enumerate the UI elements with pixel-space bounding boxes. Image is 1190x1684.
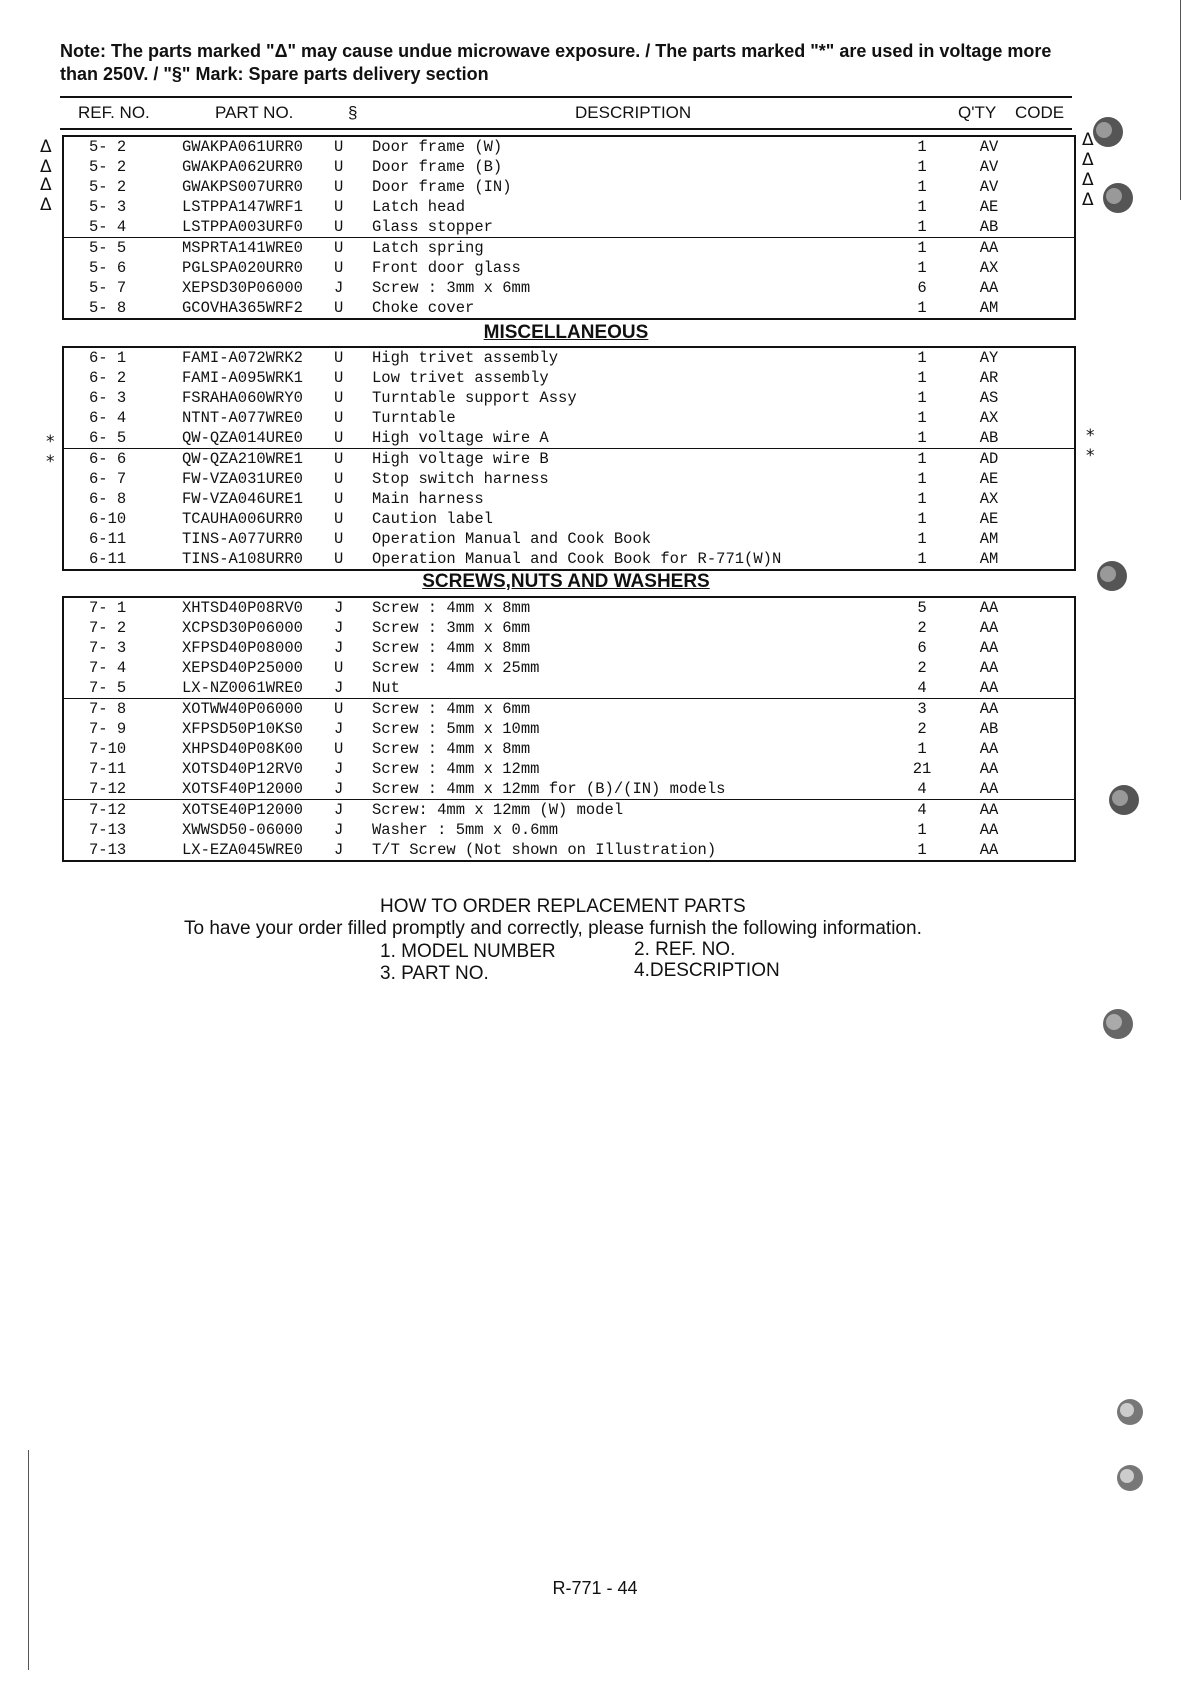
table-row bbox=[64, 449, 1074, 469]
price-code: AV bbox=[979, 138, 999, 156]
description: Screw : 3mm x 6mm bbox=[372, 619, 531, 637]
ref-no: 5- 2 bbox=[89, 158, 127, 176]
price-code: AD bbox=[979, 450, 999, 468]
ref-no: 6- 6 bbox=[89, 450, 127, 468]
table-row bbox=[64, 217, 1074, 238]
table-row bbox=[64, 759, 1074, 779]
ref-no: 7-12 bbox=[89, 780, 127, 798]
description: Choke cover bbox=[372, 299, 475, 317]
delta-mark: Δ bbox=[1082, 150, 1094, 170]
table-row bbox=[64, 529, 1074, 549]
table-row bbox=[64, 779, 1074, 800]
section-mark: J bbox=[334, 801, 344, 819]
punch-hole-icon bbox=[1112, 1460, 1148, 1496]
part-no: XOTSF40P12000 bbox=[182, 780, 303, 798]
qty: 1 bbox=[917, 821, 927, 839]
qty: 1 bbox=[917, 841, 927, 859]
delta-mark: Δ bbox=[1082, 190, 1094, 210]
part-no: FW-VZA031URE0 bbox=[182, 470, 303, 488]
part-no: XEPSD40P25000 bbox=[182, 659, 303, 677]
section-mark: U bbox=[334, 218, 344, 236]
star-mark: * bbox=[1086, 446, 1095, 466]
part-no: LSTPPA147WRF1 bbox=[182, 198, 303, 216]
table-row bbox=[64, 638, 1074, 658]
delta-mark: Δ bbox=[1082, 130, 1094, 150]
price-code: AA bbox=[979, 780, 999, 798]
section-mark: U bbox=[334, 409, 344, 427]
ref-no: 6- 4 bbox=[89, 409, 127, 427]
table-row bbox=[64, 489, 1074, 509]
ref-no: 6- 7 bbox=[89, 470, 127, 488]
scan-edge-line bbox=[28, 1450, 29, 1670]
qty: 1 bbox=[917, 198, 927, 216]
screws-table bbox=[62, 596, 1076, 862]
qty: 1 bbox=[917, 158, 927, 176]
description: Screw : 4mm x 25mm bbox=[372, 659, 540, 677]
qty: 1 bbox=[917, 429, 927, 447]
qty: 1 bbox=[917, 138, 927, 156]
price-code: AX bbox=[979, 490, 999, 508]
table-row bbox=[64, 719, 1074, 739]
part-no: LSTPPA003URF0 bbox=[182, 218, 303, 236]
ref-no: 7-13 bbox=[89, 821, 127, 839]
description: Front door glass bbox=[372, 259, 521, 277]
ref-no: 5- 3 bbox=[89, 198, 127, 216]
description: Screw : 5mm x 10mm bbox=[372, 720, 540, 738]
table-row bbox=[64, 137, 1074, 157]
punch-hole-icon bbox=[1098, 178, 1138, 218]
section-mark: U bbox=[334, 239, 344, 257]
order-item-description: 4.DESCRIPTION bbox=[634, 960, 780, 981]
description: Operation Manual and Cook Book bbox=[372, 530, 652, 548]
section-mark: J bbox=[334, 841, 344, 859]
star-mark: * bbox=[46, 452, 55, 472]
section-title-screws: SCREWS,NUTS AND WASHERS bbox=[422, 571, 710, 592]
part-no: XFPSD50P10KS0 bbox=[182, 720, 303, 738]
punch-hole-icon bbox=[1088, 112, 1128, 152]
description: Washer : 5mm x 0.6mm bbox=[372, 821, 559, 839]
part-no: XEPSD30P06000 bbox=[182, 279, 303, 297]
description: Screw : 3mm x 6mm bbox=[372, 279, 531, 297]
description: Nut bbox=[372, 679, 400, 697]
ref-no: 6-11 bbox=[89, 550, 127, 568]
part-no: GCOVHA365WRF2 bbox=[182, 299, 303, 317]
delta-mark: Δ bbox=[40, 137, 52, 157]
ref-no: 6- 3 bbox=[89, 389, 127, 407]
section-mark: J bbox=[334, 619, 344, 637]
section-mark: U bbox=[334, 158, 344, 176]
ref-no: 7-10 bbox=[89, 740, 127, 758]
table-row bbox=[64, 177, 1074, 197]
price-code: AE bbox=[979, 510, 999, 528]
section-mark: J bbox=[334, 599, 344, 617]
punch-hole-icon bbox=[1112, 1394, 1148, 1430]
qty: 1 bbox=[917, 530, 927, 548]
part-no: FAMI-A095WRK1 bbox=[182, 369, 303, 387]
table-row bbox=[64, 840, 1074, 860]
ref-no: 6-11 bbox=[89, 530, 127, 548]
price-code: AA bbox=[979, 639, 999, 657]
part-no: XOTWW40P06000 bbox=[182, 700, 303, 718]
ref-no: 6- 1 bbox=[89, 349, 127, 367]
description: Screw : 4mm x 6mm bbox=[372, 700, 531, 718]
price-code: AA bbox=[979, 700, 999, 718]
part-no: FW-VZA046URE1 bbox=[182, 490, 303, 508]
section-mark: U bbox=[334, 700, 344, 718]
table-row bbox=[64, 238, 1074, 258]
part-no: PGLSPA020URR0 bbox=[182, 259, 303, 277]
description: Screw : 4mm x 8mm bbox=[372, 639, 531, 657]
table-row bbox=[64, 820, 1074, 840]
part-no: TINS-A108URR0 bbox=[182, 550, 303, 568]
price-code: AA bbox=[979, 801, 999, 819]
section-mark: U bbox=[334, 178, 344, 196]
qty: 21 bbox=[912, 760, 932, 778]
delta-mark: Δ bbox=[40, 175, 52, 195]
order-item-model-number: 1. MODEL NUMBER bbox=[380, 941, 556, 962]
qty: 4 bbox=[917, 801, 927, 819]
part-no: GWAKPA061URR0 bbox=[182, 138, 303, 156]
punch-hole-icon bbox=[1092, 556, 1132, 596]
qty: 1 bbox=[917, 450, 927, 468]
table-header bbox=[60, 96, 1072, 130]
ref-no: 7- 8 bbox=[89, 700, 127, 718]
description: Turntable support Assy bbox=[372, 389, 577, 407]
description: Screw : 4mm x 8mm bbox=[372, 740, 531, 758]
part-no: XOTSE40P12000 bbox=[182, 801, 303, 819]
qty: 4 bbox=[917, 780, 927, 798]
table-row bbox=[64, 678, 1074, 699]
qty: 1 bbox=[917, 550, 927, 568]
section-mark: U bbox=[334, 138, 344, 156]
qty: 1 bbox=[917, 470, 927, 488]
price-code: AA bbox=[979, 239, 999, 257]
section-mark: U bbox=[334, 659, 344, 677]
table-row bbox=[64, 388, 1074, 408]
part-no: QW-QZA014URE0 bbox=[182, 429, 303, 447]
order-intro: To have your order filled promptly and correctly, please furnish the following information. bbox=[184, 918, 922, 939]
qty: 1 bbox=[917, 510, 927, 528]
order-title: HOW TO ORDER REPLACEMENT PARTS bbox=[380, 896, 746, 917]
ref-no: 7-13 bbox=[89, 841, 127, 859]
part-no: GWAKPA062URR0 bbox=[182, 158, 303, 176]
price-code: AX bbox=[979, 409, 999, 427]
section-mark: U bbox=[334, 530, 344, 548]
description: Door frame (B) bbox=[372, 158, 503, 176]
table-row bbox=[64, 598, 1074, 618]
description: Glass stopper bbox=[372, 218, 493, 236]
section-mark: U bbox=[334, 550, 344, 568]
section-mark: J bbox=[334, 679, 344, 697]
description: High trivet assembly bbox=[372, 349, 559, 367]
ref-no: 5- 4 bbox=[89, 218, 127, 236]
description: T/T Screw (Not shown on Illustration) bbox=[372, 841, 717, 859]
section-mark: U bbox=[334, 740, 344, 758]
price-code: AB bbox=[979, 218, 999, 236]
qty: 6 bbox=[917, 639, 927, 657]
order-item-part-no: 3. PART NO. bbox=[380, 963, 489, 984]
price-code: AM bbox=[979, 299, 999, 317]
delta-mark: Δ bbox=[1082, 170, 1094, 190]
price-code: AA bbox=[979, 279, 999, 297]
description: Main harness bbox=[372, 490, 484, 508]
description: Door frame (W) bbox=[372, 138, 503, 156]
qty: 1 bbox=[917, 259, 927, 277]
qty: 1 bbox=[917, 299, 927, 317]
qty: 1 bbox=[917, 349, 927, 367]
section-mark: J bbox=[334, 780, 344, 798]
ref-no: 5- 2 bbox=[89, 138, 127, 156]
price-code: AE bbox=[979, 198, 999, 216]
header-part-no: PART NO. bbox=[215, 103, 294, 122]
price-code: AA bbox=[979, 760, 999, 778]
ref-no: 6- 8 bbox=[89, 490, 127, 508]
price-code: AV bbox=[979, 178, 999, 196]
price-code: AR bbox=[979, 369, 999, 387]
qty: 2 bbox=[917, 619, 927, 637]
section-mark: J bbox=[334, 821, 344, 839]
header-ref-no: REF. NO. bbox=[78, 103, 150, 122]
description: Door frame (IN) bbox=[372, 178, 512, 196]
scan-edge-line bbox=[1180, 0, 1181, 200]
ref-no: 5- 7 bbox=[89, 279, 127, 297]
price-code: AY bbox=[979, 349, 999, 367]
part-no: XFPSD40P08000 bbox=[182, 639, 303, 657]
ref-no: 6- 2 bbox=[89, 369, 127, 387]
part-no: XWWSD50-06000 bbox=[182, 821, 303, 839]
price-code: AB bbox=[979, 429, 999, 447]
table-row bbox=[64, 800, 1074, 820]
header-description: DESCRIPTION bbox=[575, 103, 692, 122]
part-no: XHPSD40P08K00 bbox=[182, 740, 303, 758]
description: Screw : 4mm x 12mm for (B)/(IN) models bbox=[372, 780, 726, 798]
description: Caution label bbox=[372, 510, 493, 528]
delta-mark: Δ bbox=[40, 157, 52, 177]
section-mark: U bbox=[334, 259, 344, 277]
section-title-miscellaneous: MISCELLANEOUS bbox=[483, 322, 649, 343]
table-row bbox=[64, 699, 1074, 719]
header-code: CODE bbox=[1015, 103, 1065, 122]
part-no: LX-NZ0061WRE0 bbox=[182, 679, 303, 697]
price-code: AA bbox=[979, 679, 999, 697]
punch-hole-icon bbox=[1098, 1004, 1138, 1044]
table-row bbox=[64, 658, 1074, 678]
section-mark: J bbox=[334, 760, 344, 778]
table-row bbox=[64, 428, 1074, 449]
table-row bbox=[64, 408, 1074, 428]
qty: 2 bbox=[917, 720, 927, 738]
order-item-ref-no: 2. REF. NO. bbox=[634, 939, 736, 960]
price-code: AA bbox=[979, 599, 999, 617]
qty: 6 bbox=[917, 279, 927, 297]
table-row bbox=[64, 278, 1074, 298]
section-mark: U bbox=[334, 198, 344, 216]
qty: 4 bbox=[917, 679, 927, 697]
ref-no: 7- 2 bbox=[89, 619, 127, 637]
table-row bbox=[64, 509, 1074, 529]
description: Latch spring bbox=[372, 239, 484, 257]
part-no: MSPRTA141WRE0 bbox=[182, 239, 303, 257]
price-code: AB bbox=[979, 720, 999, 738]
ref-no: 7-11 bbox=[89, 760, 127, 778]
qty: 1 bbox=[917, 218, 927, 236]
description: Screw : 4mm x 12mm bbox=[372, 760, 540, 778]
section-mark: U bbox=[334, 510, 344, 528]
price-code: AV bbox=[979, 158, 999, 176]
qty: 1 bbox=[917, 740, 927, 758]
ref-no: 5- 6 bbox=[89, 259, 127, 277]
door-parts-table bbox=[62, 135, 1076, 320]
parts-note: Note: The parts marked "Δ" may cause undue microwave exposure. / The parts marked "*" are used in voltage more than 250V. / "§" Mark: Spare parts delivery section bbox=[60, 41, 1052, 84]
description: Stop switch harness bbox=[372, 470, 549, 488]
qty: 1 bbox=[917, 239, 927, 257]
description: High voltage wire A bbox=[372, 429, 549, 447]
table-row bbox=[64, 469, 1074, 489]
section-mark: U bbox=[334, 369, 344, 387]
part-no: XOTSD40P12RV0 bbox=[182, 760, 303, 778]
part-no: GWAKPS007URR0 bbox=[182, 178, 303, 196]
price-code: AS bbox=[979, 389, 999, 407]
ref-no: 7- 9 bbox=[89, 720, 127, 738]
ref-no: 5- 8 bbox=[89, 299, 127, 317]
part-no: LX-EZA045WRE0 bbox=[182, 841, 303, 859]
price-code: AM bbox=[979, 530, 999, 548]
ref-no: 6-10 bbox=[89, 510, 127, 528]
table-row bbox=[64, 258, 1074, 278]
price-code: AE bbox=[979, 470, 999, 488]
table-row bbox=[64, 298, 1074, 318]
qty: 1 bbox=[917, 369, 927, 387]
table-row bbox=[64, 197, 1074, 217]
qty: 1 bbox=[917, 490, 927, 508]
section-mark: J bbox=[334, 639, 344, 657]
description: Latch head bbox=[372, 198, 466, 216]
table-row bbox=[64, 157, 1074, 177]
ref-no: 5- 5 bbox=[89, 239, 127, 257]
punch-hole-icon bbox=[1104, 780, 1144, 820]
table-row bbox=[64, 618, 1074, 638]
header-qty: Q'TY bbox=[958, 103, 997, 122]
part-no: QW-QZA210WRE1 bbox=[182, 450, 303, 468]
ref-no: 7- 1 bbox=[89, 599, 127, 617]
price-code: AA bbox=[979, 659, 999, 677]
qty: 2 bbox=[917, 659, 927, 677]
table-row bbox=[64, 368, 1074, 388]
qty: 1 bbox=[917, 409, 927, 427]
description: Screw : 4mm x 8mm bbox=[372, 599, 531, 617]
table-row bbox=[64, 739, 1074, 759]
ref-no: 7- 4 bbox=[89, 659, 127, 677]
price-code: AX bbox=[979, 259, 999, 277]
section-mark: U bbox=[334, 470, 344, 488]
qty: 1 bbox=[917, 389, 927, 407]
section-mark: U bbox=[334, 450, 344, 468]
part-no: XCPSD30P06000 bbox=[182, 619, 303, 637]
section-mark: U bbox=[334, 490, 344, 508]
star-mark: * bbox=[46, 432, 55, 452]
qty: 3 bbox=[917, 700, 927, 718]
part-no: TINS-A077URR0 bbox=[182, 530, 303, 548]
description: Turntable bbox=[372, 409, 456, 427]
section-mark: U bbox=[334, 299, 344, 317]
price-code: AM bbox=[979, 550, 999, 568]
section-mark: U bbox=[334, 389, 344, 407]
ref-no: 7-12 bbox=[89, 801, 127, 819]
price-code: AA bbox=[979, 619, 999, 637]
section-mark: J bbox=[334, 720, 344, 738]
part-no: TCAUHA006URR0 bbox=[182, 510, 303, 528]
part-no: NTNT-A077WRE0 bbox=[182, 409, 303, 427]
miscellaneous-table bbox=[62, 346, 1076, 571]
star-mark: * bbox=[1086, 426, 1095, 446]
section-mark: U bbox=[334, 349, 344, 367]
part-no: FAMI-A072WRK2 bbox=[182, 349, 303, 367]
section-mark: J bbox=[334, 279, 344, 297]
description: Operation Manual and Cook Book for R-771(W)N bbox=[372, 550, 782, 568]
description: High voltage wire B bbox=[372, 450, 549, 468]
ref-no: 5- 2 bbox=[89, 178, 127, 196]
price-code: AA bbox=[979, 821, 999, 839]
price-code: AA bbox=[979, 740, 999, 758]
description: Screw: 4mm x 12mm (W) model bbox=[372, 801, 624, 819]
ref-no: 6- 5 bbox=[89, 429, 127, 447]
part-no: XHTSD40P08RV0 bbox=[182, 599, 303, 617]
table-row bbox=[64, 549, 1074, 569]
table-row bbox=[64, 348, 1074, 368]
header-section-mark: § bbox=[348, 103, 358, 122]
page-footer: R-771 - 44 bbox=[552, 1578, 638, 1598]
delta-mark: Δ bbox=[40, 195, 52, 215]
section-mark: U bbox=[334, 429, 344, 447]
ref-no: 7- 3 bbox=[89, 639, 127, 657]
qty: 5 bbox=[917, 599, 927, 617]
description: Low trivet assembly bbox=[372, 369, 549, 387]
part-no: FSRAHA060WRY0 bbox=[182, 389, 303, 407]
ref-no: 7- 5 bbox=[89, 679, 127, 697]
price-code: AA bbox=[979, 841, 999, 859]
qty: 1 bbox=[917, 178, 927, 196]
